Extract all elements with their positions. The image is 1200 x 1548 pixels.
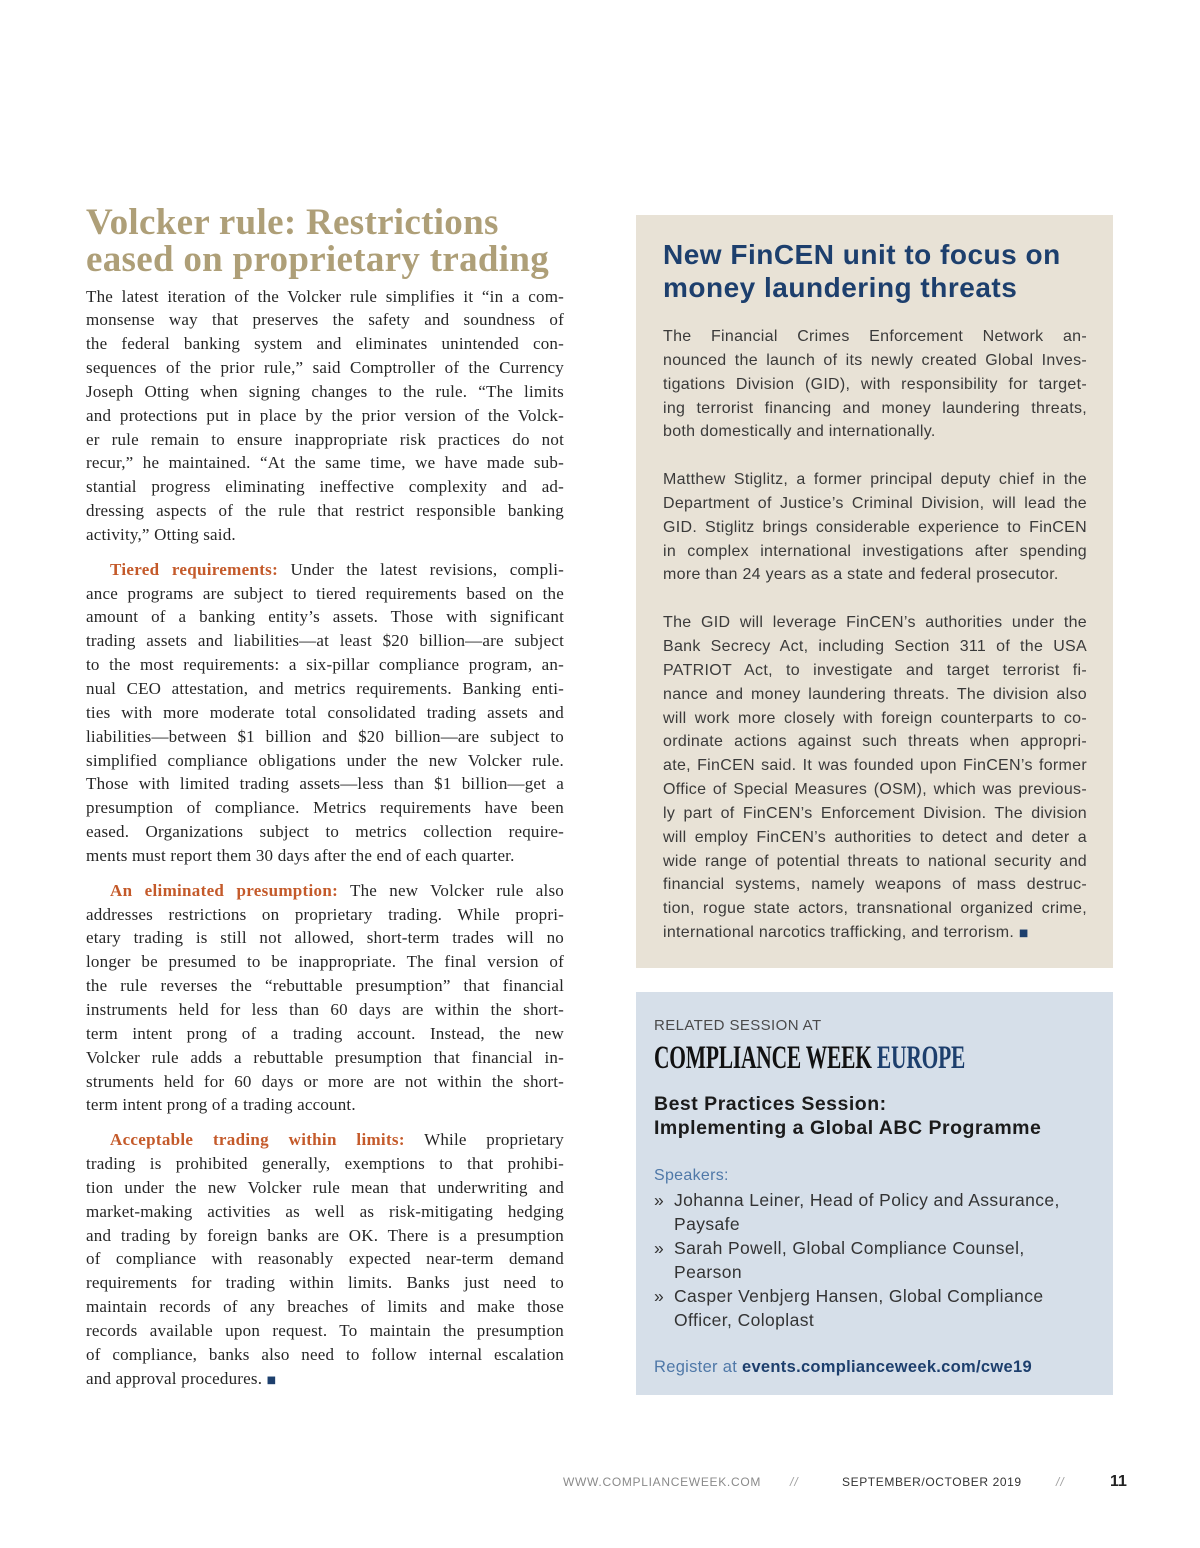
sidebar-paragraph <box>663 325 1087 444</box>
text-line-content: term intent prong of a trading account. Instead, the new <box>86 1023 564 1043</box>
text-line-content: to the most requirements: a six-pillar compliance program, an- <box>86 655 564 675</box>
text-line <box>86 1176 564 1200</box>
register-link[interactable]: events.complianceweek.com/cwe19 <box>741 1358 1032 1376</box>
text-line <box>86 1152 564 1176</box>
speakers-list <box>654 1188 1093 1332</box>
text-line-content: GID. Stiglitz brings considerable experience to FinCEN <box>663 518 1087 536</box>
paragraph-lines <box>86 285 564 547</box>
text-line-content: maintain records of any breaches of limits and make those <box>86 1297 564 1317</box>
text-line <box>86 1093 564 1117</box>
text-line-content: tigations Division (GID), with responsibility for target- <box>663 375 1087 393</box>
text-line <box>86 499 564 523</box>
text-line <box>663 778 1087 802</box>
paragraph-lines <box>86 582 564 868</box>
text-line-content: the federal banking system and eliminates unintended con- <box>86 334 564 354</box>
text-line-content: nance and money laundering threats. The division also <box>663 685 1087 703</box>
text-line <box>663 730 1087 754</box>
text-line <box>663 754 1087 778</box>
text-line <box>663 563 1087 587</box>
run-in-heading: Tiered requirements: <box>110 559 279 579</box>
text-line-content: Joseph Otting when signing changes to the rule. “The limits <box>86 381 564 401</box>
text-line <box>86 332 564 356</box>
text-line <box>663 873 1087 897</box>
text-line-content: While proprietary <box>424 1130 564 1150</box>
text-line-content: eased. Organizations subject to metrics collection require- <box>86 822 564 842</box>
related-session-kicker: RELATED SESSION AT <box>654 1017 822 1034</box>
text-line <box>663 349 1087 373</box>
text-line-content: requirements for trading within limits. Banks just need to <box>86 1273 564 1293</box>
text-line <box>86 701 564 725</box>
text-line <box>663 611 1087 635</box>
text-line-content: struments held for 60 days or more are not within the short- <box>86 1071 564 1091</box>
speakers-label: Speakers: <box>654 1167 729 1184</box>
text-line-content: of compliance, banks also need to follow internal escalation <box>86 1344 564 1364</box>
text-line <box>86 879 564 903</box>
text-line <box>663 420 1087 444</box>
text-line-content: Matthew Stiglitz, a former principal deputy chief in the <box>663 471 1087 489</box>
text-line-content: ate, FinCEN said. It was founded upon FinCEN’s former <box>663 757 1087 775</box>
text-line <box>86 772 564 796</box>
text-line <box>86 475 564 499</box>
text-line-content: addresses restrictions on proprietary trading. While propri- <box>86 904 564 924</box>
text-line <box>86 796 564 820</box>
speaker-line: Sarah Powell, Global Compliance Counsel, <box>674 1238 1025 1258</box>
article-title-line: Volcker rule: Restrictions <box>86 201 499 243</box>
paragraph-lines <box>663 325 1087 444</box>
bullet-icon: » <box>654 1238 665 1258</box>
run-in-heading: Acceptable trading within limits: <box>110 1130 405 1150</box>
text-line <box>86 404 564 428</box>
text-line <box>86 1224 564 1248</box>
register-prefix: Register at <box>654 1358 738 1376</box>
text-line <box>663 492 1087 516</box>
session-title <box>654 1092 1093 1140</box>
sidebar-paragraph <box>663 468 1087 587</box>
text-line <box>663 707 1087 731</box>
text-line-content: term intent prong of a trading account. <box>86 1095 356 1115</box>
text-line-content: Those with limited trading assets—less than $1 billion—get a <box>86 774 564 794</box>
text-line-content: Bank Secrecy Act, including Section 311 of the USA <box>663 637 1087 655</box>
text-line <box>86 451 564 475</box>
paragraph-eliminated-presumption <box>86 879 564 1117</box>
footer-issue-date: SEPTEMBER/OCTOBER 2019 <box>842 1475 1022 1489</box>
text-line <box>663 516 1087 540</box>
text-line-content: financial systems, namely weapons of mass destruc- <box>663 876 1087 894</box>
article-body <box>86 285 564 1391</box>
speaker-item <box>654 1188 1093 1236</box>
bullet-icon: » <box>654 1286 665 1306</box>
paragraph-lines <box>663 468 1087 587</box>
text-line <box>86 629 564 653</box>
text-line-content: PATRIOT Act, to investigate and target terrorist fi- <box>663 661 1087 679</box>
text-line-content: The Financial Crimes Enforcement Network an- <box>663 328 1087 345</box>
text-line <box>86 749 564 773</box>
logo-accent: EUROPE <box>876 1040 966 1076</box>
text-line <box>86 950 564 974</box>
text-line <box>86 1343 564 1367</box>
text-line <box>86 1128 564 1152</box>
text-line <box>663 373 1087 397</box>
text-line-content: instruments held for less than 60 days are within the short- <box>86 999 564 1019</box>
text-line <box>86 428 564 452</box>
text-line-content: The latest iteration of the Volcker rule simplifies it “in a com- <box>86 286 564 306</box>
sidebar-title <box>663 238 1087 304</box>
text-line <box>86 1367 564 1391</box>
text-line <box>86 523 564 547</box>
text-line-content: tion, rogue state actors, transnational organized crime, <box>663 900 1087 918</box>
text-line <box>86 1319 564 1343</box>
sidebar-body <box>663 325 1087 945</box>
text-line-content: records available upon request. To maintain the presumption <box>86 1320 564 1340</box>
text-line <box>663 921 1087 945</box>
text-line <box>663 540 1087 564</box>
footer-website: WWW.COMPLIANCEWEEK.COM <box>563 1475 762 1489</box>
article-title-line: eased on proprietary trading <box>86 238 550 280</box>
text-line-content: the rule reverses the “rebuttable presumption” that financial <box>86 976 564 996</box>
text-line-content: Volcker rule adds a rebuttable presumption that financial in- <box>86 1047 564 1067</box>
text-line-content: and protections put in place by the prior version of the Volck- <box>86 405 564 425</box>
paragraph-acceptable-trading <box>86 1128 564 1390</box>
text-line <box>663 897 1087 921</box>
speaker-line: Pearson <box>674 1262 742 1282</box>
text-line-content: The GID will leverage FinCEN’s authorities under the <box>663 614 1087 632</box>
volcker-article <box>86 201 564 1391</box>
end-of-article-mark: ■ <box>1018 928 1029 940</box>
text-line <box>86 998 564 1022</box>
text-line <box>86 558 564 582</box>
text-line <box>86 677 564 701</box>
text-line <box>663 802 1087 826</box>
bullet-icon: » <box>654 1190 665 1210</box>
text-line-content: more than 24 years as a state and federal prosecutor. <box>663 566 1059 584</box>
text-line <box>86 844 564 868</box>
text-line-content: ordinate actions against such threats when appropri- <box>663 733 1087 751</box>
speaker-line: Johanna Leiner, Head of Policy and Assurance, <box>674 1190 1060 1210</box>
text-line-content: presumption of compliance. Metrics requirements have been <box>86 798 564 818</box>
footer-separator: // <box>1056 1475 1065 1489</box>
text-line-content: longer be presumed to be inappropriate. The final version of <box>86 952 564 972</box>
text-line-content: er rule remain to ensure inappropriate risk practices do not <box>86 429 564 449</box>
text-line-content: activity,” Otting said. <box>86 524 236 544</box>
text-line <box>663 826 1087 850</box>
text-line <box>86 308 564 332</box>
text-line-content: trading is prohibited generally, exemptions to that prohibi- <box>86 1154 564 1174</box>
text-line-content: of compliance with reasonably expected near-term demand <box>86 1249 564 1269</box>
text-line-content: and trading by foreign banks are OK. There is a presumption <box>86 1225 564 1245</box>
text-line <box>86 725 564 749</box>
text-line-content: amount of a banking entity’s assets. Those with significant <box>86 607 564 627</box>
text-line-content: etary trading is still not allowed, short-term trades will no <box>86 928 564 948</box>
speaker-line: Paysafe <box>674 1214 741 1234</box>
text-line <box>86 1200 564 1224</box>
speaker-item <box>654 1236 1093 1284</box>
speaker-line: Officer, Coloplast <box>674 1310 815 1330</box>
text-line <box>86 974 564 998</box>
paragraph-tiered-requirements <box>86 558 564 868</box>
text-line <box>663 659 1087 683</box>
text-line-content: stantial progress eliminating ineffective complexity and ad- <box>86 477 564 497</box>
text-line-content: both domestically and internationally. <box>663 423 936 441</box>
text-line-content: wide range of potential threats to national security and <box>663 852 1087 870</box>
text-line <box>86 1022 564 1046</box>
text-line <box>663 683 1087 707</box>
text-line <box>86 582 564 606</box>
text-line-content: recur,” he maintained. “At the same time, we have made sub- <box>86 453 564 473</box>
register-line <box>654 1355 1093 1379</box>
speaker-item <box>654 1284 1093 1332</box>
text-line <box>86 653 564 677</box>
text-line-content: market-making activities as well as risk-mitigating hedging <box>86 1201 564 1221</box>
session-title-line: Implementing a Global ABC Programme <box>654 1117 1042 1139</box>
text-line-content: ments must report them 30 days after the end of each quarter. <box>86 845 515 865</box>
text-line-content: will work more closely with foreign counterparts to co- <box>663 709 1087 727</box>
speaker-line: Casper Venbjerg Hansen, Global Compliance <box>674 1286 1044 1306</box>
text-line <box>86 1271 564 1295</box>
text-line <box>86 926 564 950</box>
text-line <box>86 356 564 380</box>
text-line-content: nounced the launch of its newly created Global Inves- <box>663 351 1087 369</box>
sidebar-title-line: New FinCEN unit to focus on <box>663 238 1061 270</box>
sidebar-title-line: money laundering threats <box>663 271 1018 303</box>
text-line-content: and approval procedures. <box>86 1368 263 1388</box>
session-title-line: Best Practices Session: <box>654 1093 887 1115</box>
text-line <box>663 468 1087 492</box>
text-line <box>86 285 564 309</box>
text-line <box>663 635 1087 659</box>
text-line-content: in complex international investigations after spending <box>663 542 1087 560</box>
paragraph-lines <box>663 611 1087 945</box>
article-title <box>86 201 564 280</box>
text-line <box>86 903 564 927</box>
text-line <box>86 1070 564 1094</box>
compliance-week-europe-logo <box>654 1040 984 1076</box>
text-line-content: nual CEO attestation, and metrics requirements. Banking enti- <box>86 679 564 698</box>
logo-main: COMPLIANCE WEEK <box>654 1040 872 1076</box>
page-number: 11 <box>1110 1473 1127 1490</box>
paragraph-intro <box>86 285 564 547</box>
text-line-content: Department of Justice’s Criminal Division, will lead the <box>663 494 1087 512</box>
text-line-content: ance programs are subject to tiered requirements based on the <box>86 583 564 603</box>
sidebar-paragraph <box>663 611 1087 945</box>
text-line-content: trading assets and liabilities—at least $20 billion—are subject <box>86 631 564 651</box>
end-of-article-mark: ■ <box>266 1374 277 1386</box>
text-line-content: ing terrorist financing and money laundering threats, <box>663 399 1087 417</box>
text-line <box>86 1046 564 1070</box>
text-line-content: ly part of FinCEN’s Enforcement Division. The division <box>663 804 1087 822</box>
text-line-content: dressing aspects of the rule that restrict responsible banking <box>86 501 564 521</box>
text-line-content: monsense way that preserves the safety and soundness of <box>86 310 564 330</box>
text-line <box>663 325 1087 349</box>
text-line-content: Office of Special Measures (OSM), which was previous- <box>663 781 1087 799</box>
run-in-heading: An eliminated presumption: <box>110 880 339 900</box>
text-line <box>663 397 1087 421</box>
text-line <box>86 605 564 629</box>
text-line-content: international narcotics trafficking, and terrorism. <box>663 924 1015 942</box>
text-line-content: sequences of the prior rule,” said Comptroller of the Currency <box>86 358 564 378</box>
text-line-content: Under the latest revisions, compli- <box>290 559 564 579</box>
text-line-content: The new Volcker rule also <box>349 880 564 900</box>
text-line <box>86 820 564 844</box>
fincen-sidebar <box>636 215 1113 968</box>
footer-separator: // <box>790 1475 799 1489</box>
text-line <box>663 850 1087 874</box>
related-session-box <box>636 992 1113 1395</box>
logo-wordmark <box>654 1040 965 1076</box>
paragraph-lines <box>86 1152 564 1390</box>
text-line <box>86 1295 564 1319</box>
text-line-content: tion under the new Volcker rule mean that underwriting and <box>86 1177 564 1197</box>
text-line-content: ties with more moderate total consolidated trading assets and <box>86 702 564 722</box>
text-line <box>86 1247 564 1271</box>
text-line-content: liabilities—between $1 billion and $20 billion—are subject to <box>86 726 564 746</box>
text-line-content: simplified compliance obligations under the new Volcker rule. <box>86 750 564 770</box>
text-line-content: will employ FinCEN’s authorities to detect and deter a <box>663 828 1087 846</box>
text-line <box>86 380 564 404</box>
paragraph-lines <box>86 903 564 1118</box>
